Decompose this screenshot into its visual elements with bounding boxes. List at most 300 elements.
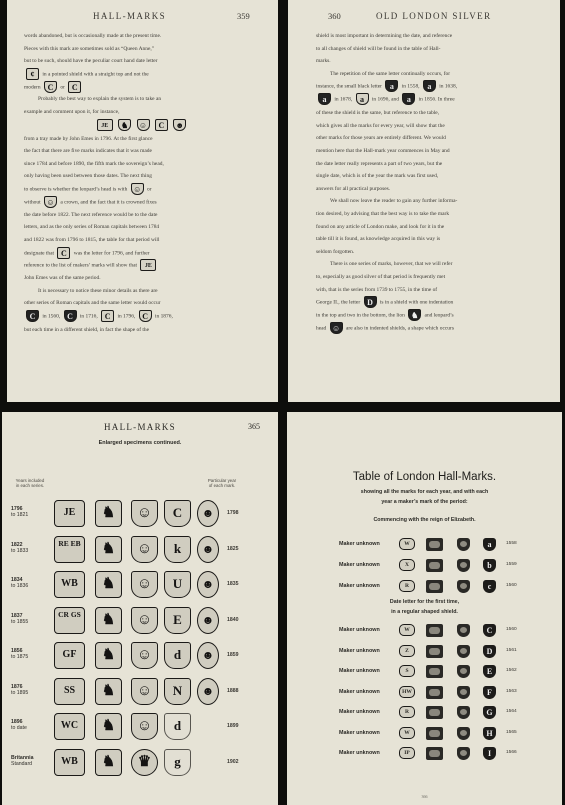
text-span: in a pointed shield with a straight top and not the <box>42 71 149 78</box>
leopard-head-mark <box>131 500 158 527</box>
section-heading: Commencing with the reign of Elizabeth. <box>373 517 476 523</box>
maker-label: Maker unknown <box>339 709 380 715</box>
text-span: is in a shield with one indentation <box>379 299 454 306</box>
maker-initials: WC <box>60 720 79 731</box>
leopard-head-mark <box>131 713 158 740</box>
date-letter: C <box>172 505 183 520</box>
text-span: head <box>316 325 327 332</box>
maker-mark: W <box>399 538 415 550</box>
maker-label: Maker unknown <box>339 647 380 654</box>
text-line: Pieces with this mark are sometimes sold as “Queen Anne,” <box>24 45 155 52</box>
text-line: words abandoned, but is occasionally made at the present time. <box>24 33 162 39</box>
letter-d-mark: D <box>364 296 377 308</box>
range-end: to 1836 <box>11 583 29 589</box>
lion-passant-mark: ♞ <box>118 119 131 131</box>
lion-icon: ♞ <box>101 753 116 770</box>
text-line: letters, and as the only series of Roman capitals between 1784 <box>24 224 160 231</box>
leopard-head-mark <box>457 624 470 637</box>
year-label: 1564 <box>506 709 517 714</box>
date-letter: U <box>172 576 183 591</box>
date-letter: d <box>173 647 182 662</box>
year-range <box>11 755 33 767</box>
particular-year: 1888 <box>227 687 239 694</box>
text-line: tion desired, by advising that the best way is to take the mark <box>316 210 450 217</box>
particular-year: 1825 <box>227 545 239 552</box>
text-span: modern <box>24 83 41 90</box>
table-row <box>339 665 549 679</box>
year-range <box>11 648 28 660</box>
sovereign-head-icon: ☻ <box>201 506 215 520</box>
text-span: in 1558, <box>401 83 420 90</box>
text-line <box>24 183 259 196</box>
lion-passant-mark <box>95 536 122 563</box>
date-letter-mark <box>164 678 191 705</box>
text-line: which gives all the marks for every year, will show that the <box>316 122 445 129</box>
range-end: to date <box>11 725 27 731</box>
page-360 <box>288 0 560 402</box>
date-letter: E <box>173 611 182 627</box>
range-start: 1896 <box>11 719 23 725</box>
text-line <box>316 296 549 309</box>
table-row <box>339 538 549 552</box>
text-span: or <box>60 83 65 90</box>
text-line: table till it is found, as knowledge acquired in this way is <box>316 236 441 243</box>
maker-label: Maker unknown <box>339 750 380 756</box>
text-line: seldom forgotten. <box>316 248 355 255</box>
subtitle: Enlarged specimens continued. <box>98 440 182 446</box>
running-head: OLD LONDON SILVER <box>376 11 492 21</box>
text-line: Probably the best way to explain the system is to take an <box>38 96 162 103</box>
leopard-head-mark <box>457 538 470 551</box>
maker-mark: IP <box>399 747 415 759</box>
lion-passant-mark <box>426 645 443 658</box>
date-letter-mark: C <box>155 119 168 131</box>
leopard-icon: ☺ <box>136 682 153 699</box>
year-label: 1565 <box>506 729 517 735</box>
right-column-header <box>198 478 246 488</box>
section-heading: Date letter for the first time, <box>389 599 460 605</box>
date-letter: g <box>174 753 181 769</box>
letter-c-mark: C <box>101 310 114 322</box>
text-line <box>24 68 259 81</box>
maker-label: Maker unknown <box>339 729 380 736</box>
lion-icon: ♞ <box>101 540 116 557</box>
maker-mark: HW <box>399 686 415 698</box>
range-start: 1834 <box>11 577 23 583</box>
text-line <box>316 309 549 322</box>
sovereign-head-mark <box>197 607 219 634</box>
maker-mark <box>54 607 85 634</box>
year-range <box>11 506 28 518</box>
lion-passant-mark <box>95 642 122 669</box>
text-span: in 1876, <box>155 313 173 320</box>
header-line: in each series. <box>15 483 45 488</box>
text-line: mention here that the Hall-mark year commences in May and <box>316 148 450 154</box>
date-letter: k <box>173 540 182 556</box>
text-span: in 1638, <box>439 83 458 90</box>
letter-c-mark: C <box>139 310 152 322</box>
left-column-header <box>10 478 50 488</box>
maker-mark <box>54 571 85 598</box>
table-row <box>339 747 549 761</box>
table-title: Table of London Hall-Marks. <box>352 471 497 483</box>
year-range <box>11 719 27 731</box>
table-subtitle: showing all the marks for each year, and with each <box>360 489 489 495</box>
text-span: without <box>24 199 41 206</box>
maker-mark <box>54 642 85 669</box>
running-head: HALL-MARKS <box>103 422 176 432</box>
date-letter-mark <box>164 607 191 634</box>
maker-label: Maker unknown <box>339 541 380 547</box>
leopard-head-mark <box>457 665 470 678</box>
lion-passant-mark <box>95 678 122 705</box>
date-letter-mark <box>164 713 191 740</box>
sovereign-head-mark: ☻ <box>173 119 186 131</box>
leopard-icon: ☺ <box>136 505 153 521</box>
maker-mark: R <box>399 706 415 718</box>
year-label: 1558 <box>506 541 517 546</box>
particular-year: 1798 <box>227 510 239 516</box>
text-line: other series of Roman capitals and the same letter would occur <box>24 300 161 307</box>
maker-mark: W <box>399 727 415 739</box>
particular-year: 1902 <box>227 758 239 765</box>
range-start: 1876 <box>11 683 23 690</box>
maker-initials: WB <box>61 755 78 767</box>
leopard-icon: ☺ <box>136 647 153 663</box>
maker-initials: GF <box>62 649 77 660</box>
text-line: to, especially as good silver of that period is frequently met <box>316 273 446 280</box>
maker-mark: X <box>399 559 415 571</box>
range-start: 1837 <box>11 612 23 619</box>
range-start: 1822 <box>11 541 23 548</box>
letter-c-mark: C <box>26 310 39 322</box>
body-text <box>24 30 259 337</box>
maker-mark: Z <box>399 645 415 657</box>
text-line: We shall now leave the reader to gain any further informa- <box>330 198 458 205</box>
text-span: in 1678, <box>334 96 353 103</box>
lion-passant-mark <box>426 624 443 637</box>
table-row <box>339 727 549 741</box>
text-line: of these the shield is the same, but reference to the table, <box>316 110 440 117</box>
lion-icon: ♞ <box>101 718 116 734</box>
marks-example <box>24 119 259 133</box>
court-hand-letter-mark: ¢ <box>26 68 39 80</box>
black-letter-a-mark: a <box>356 93 369 105</box>
lion-passant-mark <box>95 571 122 598</box>
lion-passant-mark <box>426 686 443 699</box>
text-span: in 1716, <box>79 313 98 320</box>
leopard-head-mark <box>457 747 470 760</box>
page-number: 360 <box>328 11 341 21</box>
letter-c-mark: C <box>68 81 81 93</box>
text-span: in 1560, <box>42 313 61 320</box>
black-letter-a-mark: a <box>402 93 415 105</box>
text-line: example and comment upon it, for instance, <box>24 109 120 116</box>
leopard-head-mark: ☺ <box>44 196 57 208</box>
date-letter-mark: H <box>483 727 496 740</box>
leopard-head-mark <box>131 571 158 598</box>
range-start: 1796 <box>11 506 23 512</box>
lion-icon: ♞ <box>101 576 116 592</box>
maker-label: Maker unknown <box>339 668 380 674</box>
britannia-mark <box>131 749 158 776</box>
leopard-head-mark <box>457 727 470 740</box>
sovereign-head-mark <box>197 678 219 705</box>
maker-mark <box>54 536 85 563</box>
lion-passant-mark <box>95 749 122 776</box>
text-line: since 1784 and before 1890, the fifth mark the sovereign’s head, <box>24 160 164 167</box>
black-letter-a-mark: a <box>318 93 331 105</box>
leopard-icon: ☺ <box>136 576 153 592</box>
leopard-head-mark: ☺ <box>330 322 343 334</box>
range-end: to 1875 <box>11 654 29 660</box>
particular-year: 1840 <box>227 616 239 623</box>
text-span: and leopard’s <box>424 312 454 319</box>
text-line <box>24 247 259 260</box>
text-line: other marks for those years are entirely different. We would <box>316 135 446 142</box>
text-line: shield is most important in determining the date, and reference <box>316 33 453 39</box>
date-letter-mark: G <box>483 706 496 719</box>
leopard-icon: ☺ <box>136 540 153 557</box>
leopard-head-mark <box>131 642 158 669</box>
sovereign-head-icon: ☻ <box>201 648 215 662</box>
text-line: There is one series of marks, however, that we will refer <box>330 261 453 268</box>
text-span: in 1856. In three <box>418 96 455 103</box>
text-line: It is necessary to notice these minor details as there are <box>38 287 158 294</box>
text-span: or <box>147 186 152 193</box>
year-range <box>11 577 28 589</box>
year-label: 1561 <box>506 647 517 653</box>
text-line <box>24 259 259 272</box>
text-line <box>316 93 549 107</box>
crowned-leopard-mark: ☺ <box>131 183 144 195</box>
maker-label: Maker unknown <box>339 583 380 589</box>
date-letter-mark <box>164 749 191 776</box>
maker-mark <box>54 500 85 527</box>
sovereign-head-icon: ☻ <box>201 612 215 627</box>
text-line <box>24 81 259 94</box>
text-line <box>24 196 259 209</box>
maker-mark-je: JE <box>97 119 113 131</box>
range-start: 1856 <box>11 648 23 654</box>
leopard-head-mark <box>457 580 470 593</box>
maker-label: Maker unknown <box>339 562 380 568</box>
leopard-head-mark <box>131 536 158 563</box>
year-range <box>11 613 28 625</box>
year-range <box>11 542 28 554</box>
text-line: but each time in a different shield, in fact the shape of the <box>24 326 150 333</box>
year-label: 1566 <box>506 750 517 755</box>
leopard-head-mark <box>457 686 470 699</box>
text-span: George II., the letter <box>316 299 361 306</box>
text-span: instance, the small black letter <box>316 83 382 90</box>
lion-icon: ♞ <box>101 505 116 521</box>
table-subtitle: year a maker’s mark of the period: <box>381 499 468 505</box>
range-end: to 1855 <box>11 618 29 625</box>
sovereign-head-icon: ☻ <box>201 541 215 556</box>
maker-mark <box>54 713 85 740</box>
maker-mark <box>54 678 85 705</box>
date-letter-mark: a <box>483 538 496 551</box>
maker-mark-je: JE <box>140 259 156 271</box>
particular-year: 1859 <box>227 652 239 658</box>
table-row <box>339 706 549 720</box>
maker-initials: SS <box>63 684 76 696</box>
text-line <box>316 322 549 335</box>
page-365 <box>2 412 278 805</box>
leopard-head-mark: ☺ <box>137 119 150 131</box>
text-line: marks. <box>316 58 331 65</box>
table-row <box>339 645 549 659</box>
lion-passant-mark <box>426 727 443 740</box>
range-end: to 1821 <box>11 512 29 518</box>
lion-passant-mark <box>426 559 443 572</box>
letter-c-mark: C <box>44 81 57 93</box>
range-end: to 1895 <box>11 689 29 696</box>
text-line: from a tray made by John Emes in 1796. At the first glance <box>24 135 153 142</box>
text-line: single date, which is of the year the mark was first used, <box>316 173 439 180</box>
maker-label: Maker unknown <box>339 688 380 695</box>
page-number: 365 <box>248 422 260 431</box>
maker-mark: W <box>399 624 415 636</box>
lion-passant-mark <box>426 706 443 719</box>
maker-mark: S <box>399 665 415 677</box>
leopard-head-mark <box>457 645 470 658</box>
text-span: are also in indented shields, a shape which occurs <box>345 325 454 332</box>
text-span: was the letter for 1796, and further <box>73 249 150 256</box>
text-line: John Emes was of the same period. <box>24 275 101 282</box>
black-letter-a-mark: a <box>423 80 436 92</box>
date-letter-mark <box>164 571 191 598</box>
date-letter-mark: D <box>483 645 496 658</box>
sovereign-head-mark <box>197 500 219 527</box>
running-head: HALL-MARKS <box>93 11 167 21</box>
text-line: and 1822 was from 1796 to 1815, the table for that period will <box>24 236 160 243</box>
lion-icon: ♞ <box>101 611 116 628</box>
section-heading: in a regular shaped shield. <box>391 609 458 615</box>
text-span: a crown, and the fact that it is crowned fixes <box>60 199 157 206</box>
britannia-icon: ♛ <box>137 753 152 770</box>
date-letter-mark <box>164 500 191 527</box>
year-label: 1559 <box>506 562 517 567</box>
lion-icon: ♞ <box>101 682 116 699</box>
lion-passant-mark <box>426 665 443 678</box>
text-line <box>316 80 549 93</box>
table-row <box>339 686 549 700</box>
sovereign-head-icon: ☻ <box>201 683 215 698</box>
page-footer: 366 <box>421 794 428 799</box>
particular-year: 1835 <box>227 581 239 587</box>
text-line: found on any article of London make, and look for it in the <box>316 223 445 230</box>
date-letter-mark <box>164 536 191 563</box>
date-letter-mark: I <box>483 747 496 760</box>
leopard-icon: ☺ <box>136 611 153 628</box>
header-line: Particular year <box>207 478 237 483</box>
date-letter-mark <box>164 642 191 669</box>
leopard-head-mark <box>131 607 158 634</box>
sovereign-head-mark <box>197 642 219 669</box>
date-letter: d <box>173 718 182 733</box>
text-line: The repetition of the same letter continually occurs, for <box>330 70 451 77</box>
page-table-of-london-hall-marks <box>287 412 562 805</box>
date-letter: N <box>172 682 183 698</box>
text-line: to all changes of shield will be found in the table of Hall- <box>316 45 441 52</box>
year-label: 1560 <box>506 627 517 632</box>
date-letter-mark: E <box>483 665 496 678</box>
year-label: 1562 <box>506 668 517 673</box>
text-span: designate that <box>24 249 55 256</box>
header-line: Years included <box>15 478 45 483</box>
table-row <box>339 559 549 573</box>
lion-icon: ♞ <box>101 647 116 663</box>
lion-passant-mark <box>95 500 122 527</box>
text-line: the date letter really represents a part of two years, but the <box>316 160 443 167</box>
black-letter-a-mark: a <box>385 80 398 92</box>
letter-c-mark: C <box>57 247 70 259</box>
range-start: Britannia <box>11 754 34 761</box>
maker-label: Maker unknown <box>339 627 380 633</box>
page-number: 359 <box>237 11 250 21</box>
lion-passant-mark <box>426 747 443 760</box>
year-range <box>11 684 28 696</box>
text-span: in 1696, and <box>371 96 399 103</box>
maker-initials: JE <box>63 507 76 518</box>
year-label: 1560 <box>506 583 517 588</box>
sovereign-head-mark <box>197 571 219 598</box>
maker-mark: R <box>399 580 415 592</box>
leopard-head-mark <box>131 678 158 705</box>
leopard-head-mark <box>457 706 470 719</box>
text-span: to observe is whether the leopard’s head is with <box>24 186 128 193</box>
particular-year: 1899 <box>227 723 239 729</box>
date-letter-mark: F <box>483 686 496 699</box>
sovereign-head-icon: ☻ <box>201 577 215 591</box>
lion-passant-mark <box>426 538 443 551</box>
page-359 <box>7 0 278 402</box>
lion-passant-mark <box>426 580 443 593</box>
range-end: to 1833 <box>11 547 29 554</box>
letter-c-mark: C <box>64 310 77 322</box>
maker-mark <box>54 749 85 776</box>
year-label: 1563 <box>506 688 517 694</box>
date-letter-mark: c <box>483 580 496 593</box>
sovereign-head-mark <box>197 536 219 563</box>
lion-passant-mark: ♞ <box>408 309 421 321</box>
lion-passant-mark <box>95 713 122 740</box>
leopard-icon: ☺ <box>136 718 153 734</box>
text-span: reference to the list of makers’ marks will show that <box>24 262 137 269</box>
text-line: only having been used between those dates. The next thing <box>24 173 152 180</box>
text-span: in the top and two in the bottom, the lion <box>316 312 405 319</box>
lion-passant-mark <box>95 607 122 634</box>
maker-initials: WB <box>61 578 78 589</box>
text-span: in 1796, <box>117 313 136 320</box>
text-line: answers for all practical purposes. <box>316 185 391 192</box>
table-row <box>339 580 549 594</box>
table-row <box>339 624 549 638</box>
range-end: Standard <box>11 760 33 767</box>
text-line: with, that is the series from 1739 to 1755, in the time of <box>316 286 438 293</box>
text-line: the date before 1822. The next reference would be to the date <box>24 211 158 218</box>
date-letter-mark: C <box>483 624 496 637</box>
text-line: but to be such, should have the peculiar court hand date letter <box>24 58 158 65</box>
maker-initials: CR GS <box>58 609 81 619</box>
body-text <box>316 30 549 335</box>
text-line: the fact that there are five marks indicates that it was made <box>24 148 152 155</box>
header-line: of each mark. <box>208 483 236 488</box>
maker-initials: RE EB <box>58 538 81 548</box>
date-letter-mark: b <box>483 559 496 572</box>
